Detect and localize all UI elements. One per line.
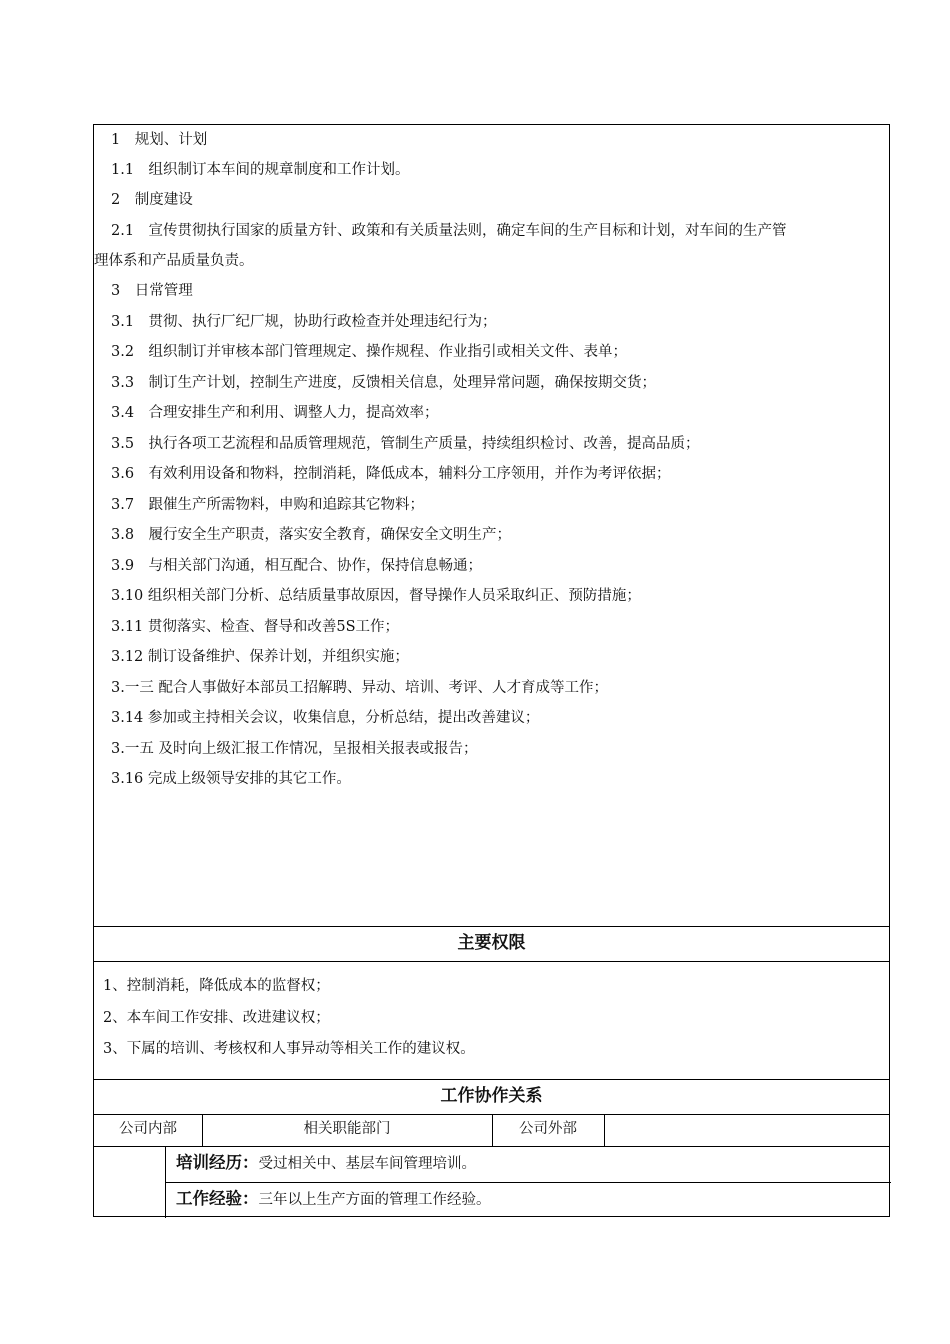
duty-line: 1.1 组织制订本车间的规章制度和工作计划。 bbox=[111, 162, 410, 178]
duty-line: 3.10 组织相关部门分析、总结质量事故原因，督导操作人员采取纠正、预防措施； bbox=[111, 588, 641, 604]
cooperation-title: 工作协作关系 bbox=[440, 1086, 543, 1106]
duty-line: 3.1 贯彻、执行厂纪厂规，协助行政检查并处理违纪行为； bbox=[111, 314, 497, 330]
duty-line: 3.6 有效利用设备和物料，控制消耗，降低成本，辅料分工序领用，并作为考评依据； bbox=[111, 466, 671, 482]
external-label: 公司外部 bbox=[519, 1121, 577, 1137]
duty-line: 2 制度建设 bbox=[111, 192, 193, 208]
duty-line: 3.3 制订生产计划，控制生产进度，反馈相关信息，处理异常问题，确保按期交货； bbox=[111, 375, 657, 391]
training-row bbox=[176, 1153, 476, 1174]
experience-label: 工作经验： bbox=[176, 1189, 259, 1208]
duty-line: 3.12 制订设备维护、保养计划，并组织实施； bbox=[111, 649, 409, 665]
training-value: 受过相关中、基层车间管理培训。 bbox=[258, 1156, 476, 1172]
divider bbox=[604, 1114, 605, 1146]
duty-line: 3.11 贯彻落实、检查、督导和改善5S工作； bbox=[111, 619, 400, 635]
authority-title: 主要权限 bbox=[457, 933, 526, 953]
duty-line: 3.7 跟催生产所需物料，申购和追踪其它物料； bbox=[111, 497, 425, 513]
duty-line: 3.16 完成上级领导安排的其它工作。 bbox=[111, 771, 351, 787]
duty-line: 3.2 组织制订并审核本部门管理规定、操作规程、作业指引或相关文件、表单； bbox=[111, 344, 628, 360]
duty-line: 3.一三 配合人事做好本部员工招解聘、异动、培训、考评、人才育成等工作； bbox=[111, 680, 608, 696]
divider bbox=[94, 1146, 889, 1147]
duty-line: 3.一五 及时向上级汇报工作情况，呈报相关报表或报告； bbox=[111, 741, 478, 757]
duty-line: 3.5 执行各项工艺流程和品质管理规范，管制生产质量，持续组织检讨、改善，提高品质； bbox=[111, 436, 700, 452]
authority-item: 1、控制消耗，降低成本的监督权； bbox=[103, 978, 330, 994]
authority-item: 2、本车间工作安排、改进建议权； bbox=[103, 1010, 330, 1026]
experience-row bbox=[176, 1189, 491, 1210]
divider bbox=[94, 961, 889, 962]
duty-line: 3.14 参加或主持相关会议，收集信息，分析总结，提出改善建议； bbox=[111, 710, 540, 726]
duty-line: 3.4 合理安排生产和利用、调整人力，提高效率； bbox=[111, 405, 439, 421]
duty-line: 3 日常管理 bbox=[111, 283, 193, 299]
duty-line: 2.1 宣传贯彻执行国家的质量方针、政策和有关质量法则，确定车间的生产目标和计划，对车间的生产管 bbox=[111, 223, 787, 239]
duty-line: 1 规划、计划 bbox=[111, 132, 208, 148]
internal-label: 公司内部 bbox=[119, 1121, 177, 1137]
authority-item: 3、下属的培训、考核权和人事异动等相关工作的建议权。 bbox=[103, 1041, 475, 1057]
training-label: 培训经历： bbox=[176, 1153, 259, 1172]
divider bbox=[165, 1182, 891, 1183]
duty-line: 理体系和产品质量负责。 bbox=[94, 253, 254, 269]
duties-section bbox=[94, 125, 889, 926]
duty-line: 3.8 履行安全生产职责，落实安全教育，确保安全文明生产； bbox=[111, 527, 512, 543]
job-description-table bbox=[93, 124, 890, 1217]
duty-line: 3.9 与相关部门沟通，相互配合、协作，保持信息畅通； bbox=[111, 558, 483, 574]
internal-value: 相关职能部门 bbox=[303, 1121, 391, 1137]
experience-value: 三年以上生产方面的管理工作经验。 bbox=[258, 1192, 491, 1208]
